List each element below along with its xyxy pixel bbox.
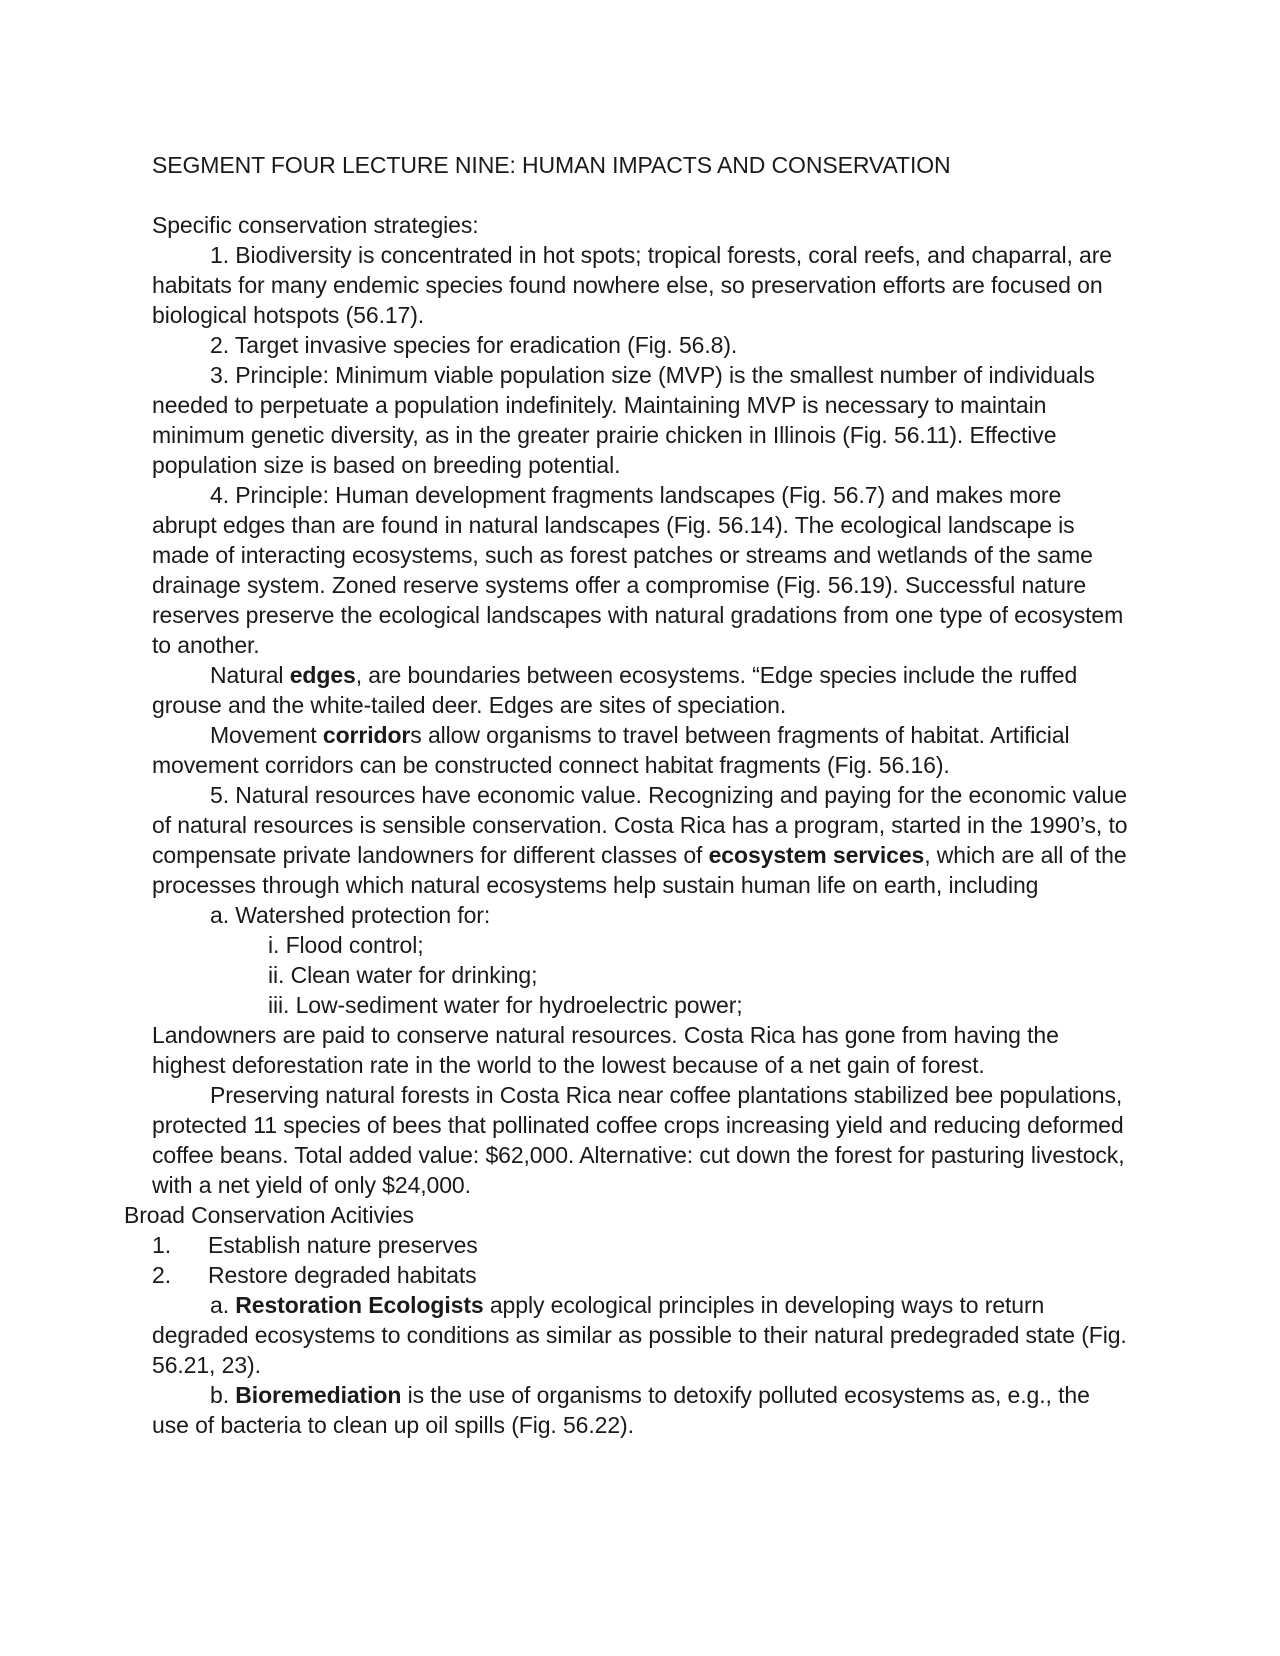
specific-strategies-heading: Specific conservation strategies: <box>152 212 479 238</box>
corridors-paragraph <box>152 720 1132 780</box>
bioremediation-text-pre: b. <box>210 1382 236 1408</box>
watershed-item-drinking: ii. Clean water for drinking; <box>268 962 538 988</box>
restoration-text-post: apply ecological principles in developing ways to return degraded ecosystems to conditions as similar as possible to their natural predegraded state (Fig. 56.21, 23). <box>152 1292 1127 1378</box>
edges-text-post: , are boundaries between ecosystems. “Edge species include the ruffed grouse and the white-tailed deer. Edges are sites of speciation. <box>152 662 1078 718</box>
watershed-heading: a. Watershed protection for: <box>210 902 491 928</box>
broad-activities-heading: Broad Conservation Acitivies <box>124 1202 414 1228</box>
restoration-paragraph <box>152 1290 1132 1380</box>
broad-item-text: Restore degraded habitats <box>208 1262 477 1288</box>
edges-paragraph <box>152 660 1132 720</box>
broad-item-preserves <box>152 1230 1132 1260</box>
broad-item-number: 2. <box>152 1262 171 1288</box>
edges-text-pre: Natural <box>210 662 290 688</box>
corridors-term: corridor <box>322 722 411 748</box>
strategy-2-paragraph: 2. Target invasive species for eradication (Fig. 56.8). <box>210 332 738 358</box>
strategy-1-paragraph: 1. Biodiversity is concentrated in hot spots; tropical forests, coral reefs, and chaparral, are habitats for many endemic species found nowhere else, so preservation efforts are focused on biological hotspots (56.17). <box>152 242 1112 328</box>
strategy-4-paragraph: 4. Principle: Human development fragments landscapes (Fig. 56.7) and makes more abrupt edges than are found in natural landscapes (Fig. 56.14). The ecological landscape is made of interacting ecosystems, such as forest patches or streams and wetlands of the same drainage system. Zoned reserve systems offer a compromise (Fig. 56.19). Successful nature reserves preserve the ecological landscapes with natural gradations from one type of ecosystem to another. <box>152 482 1124 658</box>
preserving-paragraph: Preserving natural forests in Costa Rica near coffee plantations stabilized bee populations, protected 11 species of bees that pollinated coffee crops increasing yield and reducing deformed coffee beans. Total added value: $62,000. Alternative: cut down the forest for pasturing livestock, with a net yield of only $24,000. <box>152 1082 1125 1198</box>
strategy-5-paragraph <box>152 780 1132 900</box>
page-title: SEGMENT FOUR LECTURE NINE: HUMAN IMPACTS AND CONSERVATION <box>152 152 951 178</box>
edges-term: edges <box>289 662 356 688</box>
bioremediation-text-post: is the use of organisms to detoxify polluted ecosystems as, e.g., the use of bacteria to clean up oil spills (Fig. 56.22). <box>152 1382 1090 1438</box>
ecosystem-services-term: ecosystem services <box>708 842 925 868</box>
corridors-text-pre: Movement <box>210 722 323 748</box>
restoration-ecologists-term: Restoration Ecologists <box>235 1292 484 1318</box>
strategy-3-paragraph: 3. Principle: Minimum viable population size (MVP) is the smallest number of individuals needed to perpetuate a population indefinitely. Maintaining MVP is necessary to maintain minimum genetic diversity, as in the greater prairie chicken in Illinois (Fig. 56.11). Effective population size is based on breeding potential. <box>152 362 1095 478</box>
bioremediation-paragraph <box>152 1380 1132 1440</box>
strategy-5-text-pre: 5. Natural resources have economic value. Recognizing and paying for the economic value of natural resources is sensible conservation. Costa Rica has a program, started in the 1990’s, to compensate private landowners for different classes of <box>152 782 1128 868</box>
corridors-text-post: s allow organisms to travel between fragments of habitat. Artificial movement corridors can be constructed connect habitat fragments (Fig. 56.16). <box>152 722 1070 778</box>
broad-item-text: Establish nature preserves <box>208 1232 478 1258</box>
watershed-item-hydro: iii. Low-sediment water for hydroelectric power; <box>268 992 743 1018</box>
broad-item-number: 1. <box>152 1232 171 1258</box>
broad-item-restore <box>152 1260 1132 1290</box>
strategy-5-text-post: , which are all of the processes through which natural ecosystems help sustain human life on earth, including <box>152 842 1127 898</box>
watershed-item-flood: i. Flood control; <box>268 932 424 958</box>
bioremediation-term: Bioremediation <box>235 1382 402 1408</box>
restoration-text-pre: a. <box>210 1292 236 1318</box>
landowners-paragraph: Landowners are paid to conserve natural resources. Costa Rica has gone from having the highest deforestation rate in the world to the lowest because of a net gain of forest. <box>152 1022 1059 1078</box>
document-body <box>124 150 1132 1440</box>
